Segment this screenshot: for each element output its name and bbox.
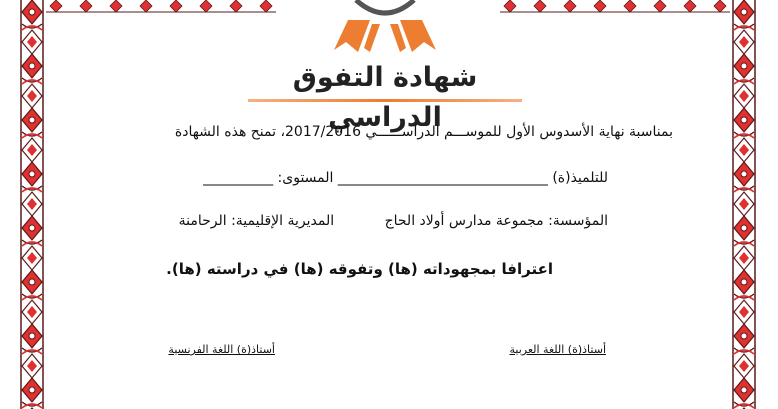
occasion-line: بمناسبة نهاية الأسدوس الأول للموســـم الدراســــــي 2017/2016، تمنح هذه الشهادة (174, 124, 673, 140)
institution-line (179, 213, 608, 229)
arabic-teacher-signature-label: أستاذ(ة) اللغة العربية (509, 343, 606, 356)
top-left-ornament (46, 0, 276, 14)
award-medal-icon (330, 0, 440, 58)
french-teacher-signature-label: أستاذ(ة) اللغة الفرنسية (168, 343, 275, 356)
right-ornamental-border (730, 0, 758, 409)
directorate-name: المديرية الإقليمية: الرحامنة (178, 213, 335, 229)
student-level-line: للتلميذ(ة) ______________________________ المستوى: __________ (203, 170, 608, 186)
left-ornamental-border (18, 0, 46, 409)
certificate-title: شهادة التفوق الدراسي (292, 62, 478, 133)
recognition-line: اعترافا بمجهوداته (ها) وتفوقه (ها) في دراسته (ها). (166, 260, 553, 278)
top-right-ornament (500, 0, 730, 14)
institution-name: المؤسسة: مجموعة مدارس أولاد الحاج (384, 213, 608, 229)
title-underline (248, 99, 522, 102)
